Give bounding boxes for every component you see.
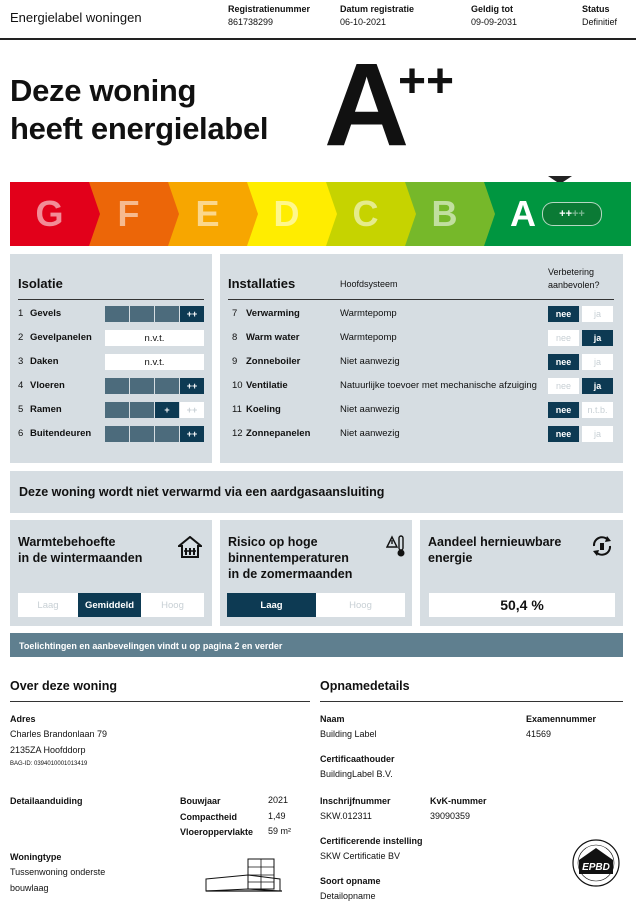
energy-label-scale	[10, 182, 623, 246]
scale-arrow-tip	[484, 182, 495, 246]
isolation-level-cell: +	[155, 402, 179, 418]
row-number: 11	[232, 404, 242, 415]
scale-arrow-tip	[89, 182, 100, 246]
row-number: 10	[232, 380, 243, 391]
advice-yes: ja	[582, 378, 613, 394]
scale-class-d	[247, 182, 326, 246]
installations-advice-header: Verbetering aanbevolen?	[548, 267, 600, 290]
scale-class-letter: G	[35, 193, 64, 234]
installation-row	[232, 428, 310, 439]
inspection-type-label: Soort opname	[320, 876, 381, 886]
isolation-level-bar	[105, 378, 205, 394]
isolation-row	[18, 380, 65, 391]
isolation-row	[18, 428, 91, 439]
scale-arrow-tip	[326, 182, 337, 246]
row-label: Koeling	[246, 404, 281, 415]
compactness-label: Compactheid	[180, 812, 238, 822]
dwelling-type-label: Woningtype	[10, 852, 62, 862]
advice-yes: ja	[582, 306, 613, 322]
advice-no: nee	[548, 306, 579, 322]
advice-no: nee	[548, 330, 579, 346]
isolation-row	[18, 308, 61, 319]
dwelling-type-value: Tussenwoning onderste bouwlaag	[10, 867, 106, 893]
scale-class-g	[10, 182, 89, 246]
scale-class-c	[326, 182, 405, 246]
installations-divider	[228, 299, 614, 300]
compactness-value: 1,49	[268, 811, 286, 821]
document-title: Energielabel woningen	[10, 10, 142, 25]
row-label: Zonneboiler	[246, 356, 301, 367]
epbd-logo-text: EPBD	[582, 862, 610, 873]
isolation-level-cell	[130, 378, 154, 394]
exam-number-value: 41569	[526, 729, 552, 739]
dwelling-divider	[10, 701, 310, 702]
isolation-title: Isolatie	[18, 276, 63, 291]
renewable-share-value: 50,4 %	[429, 593, 615, 617]
scale-class-letter: C	[352, 193, 379, 234]
bag-id: BAG-ID: 0394010001013419	[10, 761, 88, 767]
row-number: 12	[232, 428, 243, 439]
thermometer-warning-icon	[386, 534, 406, 558]
advice-no: nee	[548, 426, 579, 442]
overheating-risk-panel: Risico op hoge binnentemperaturen in de zomermaanden Laag Hoog	[220, 520, 412, 626]
installation-main-system: Warmtepomp	[340, 332, 397, 343]
isolation-divider	[18, 299, 204, 300]
row-number: 2	[18, 332, 24, 343]
header-registration-date: Datum registratie 06-10-2021	[340, 4, 415, 27]
scale-class-e	[168, 182, 247, 246]
isolation-level-cell	[130, 306, 154, 322]
row-number: 6	[18, 428, 24, 439]
installation-row	[232, 380, 288, 391]
registration-number-value: SKW.012311	[320, 811, 372, 821]
installations-title: Installaties	[228, 276, 296, 291]
isolation-row	[18, 332, 92, 343]
plus-remaining: ++	[572, 208, 585, 220]
dwelling-section-title: Over deze woning	[10, 679, 117, 693]
isolation-row	[18, 356, 59, 367]
isolation-row	[18, 404, 62, 415]
advice-no: nee	[548, 354, 579, 370]
installation-row	[232, 404, 281, 415]
heat-demand-scale	[18, 593, 204, 617]
isolation-level-cell	[155, 426, 179, 442]
advice-yes: n.t.b.	[582, 402, 613, 418]
installations-main-system-header: Hoofdsysteem	[340, 279, 398, 289]
epbd-logo	[571, 838, 621, 888]
overheating-risk-scale	[227, 593, 405, 617]
row-number: 4	[18, 380, 24, 391]
scale-class-b	[405, 182, 484, 246]
inspection-type-value: Detailopname	[320, 891, 376, 901]
isolation-level-cell	[105, 306, 129, 322]
isolation-level-cell	[155, 378, 179, 394]
header-valid-until: Geldig tot 09-09-2031	[471, 4, 518, 27]
overheating-risk-low: Laag	[227, 593, 316, 617]
isolation-level-bar	[105, 426, 205, 442]
heat-demand-medium: Gemiddeld	[78, 593, 141, 617]
row-label: Zonnepanelen	[246, 428, 311, 439]
exam-number-label: Examennummer	[526, 714, 597, 724]
scale-class-letter: E	[195, 193, 220, 234]
row-label: Warm water	[246, 332, 300, 343]
inspection-section-title: Opnamedetails	[320, 679, 410, 693]
scale-arrow-tip	[405, 182, 416, 246]
address-value: Charles Brandonlaan 79 2135ZA Hoofddorp	[10, 729, 108, 755]
advice-yes: ja	[582, 330, 613, 346]
isolation-level-bar	[105, 402, 205, 418]
isolation-level-cell	[130, 402, 154, 418]
certificate-holder-label: Certificaathouder	[320, 754, 395, 764]
isolation-not-applicable: n.v.t.	[105, 330, 204, 346]
installation-main-system: Niet aanwezig	[340, 428, 400, 439]
row-label: Buitendeuren	[30, 428, 92, 439]
scale-class-f	[89, 182, 168, 246]
advice-yes: ja	[582, 354, 613, 370]
renewable-share-panel: Aandeel hernieuwbare energie 50,4 %	[420, 520, 623, 626]
overheating-risk-high: Hoog	[316, 593, 405, 617]
inspection-divider	[320, 701, 623, 702]
recommendations-banner: Toelichtingen en aanbevelingen vindt u op pagina 2 en verder	[10, 633, 623, 657]
inspector-name-value: Building Label	[320, 729, 377, 739]
build-year-value: 2021	[268, 795, 289, 805]
installation-main-system: Natuurlijke toevoer met mechanische afzuiging	[340, 380, 537, 391]
plus-achieved: ++	[559, 208, 572, 220]
advice-no: nee	[548, 378, 579, 394]
row-number: 7	[232, 308, 238, 319]
floor-area-label: Vloeroppervlakte	[180, 827, 254, 837]
dwelling-type-icon	[204, 855, 284, 893]
scale-arrow-tip	[247, 182, 258, 246]
advice-no: nee	[548, 402, 579, 418]
scale-class-letter: B	[431, 193, 458, 234]
isolation-level-cell: ++	[180, 378, 204, 394]
row-label: Gevels	[30, 308, 62, 319]
scale-class-letter: F	[117, 193, 140, 234]
renewable-energy-icon	[590, 534, 614, 558]
row-label: Vloeren	[30, 380, 65, 391]
row-number: 8	[232, 332, 238, 343]
isolation-level-cell: ++	[180, 426, 204, 442]
hero-energy-label: A	[324, 39, 406, 171]
certificate-holder-value: BuildingLabel B.V.	[320, 769, 393, 779]
isolation-level-cell	[155, 306, 179, 322]
registration-number-label: Inschrijfnummer	[320, 796, 391, 806]
header-registration-number: Registratienummer 861738299	[228, 4, 311, 27]
isolation-level-cell: ++	[180, 306, 204, 322]
isolation-level-cell	[130, 426, 154, 442]
row-label: Verwarming	[246, 308, 300, 319]
installation-main-system: Warmtepomp	[340, 308, 397, 319]
hero-energy-label-plus: ++	[398, 55, 455, 108]
heat-demand-panel: Warmtebehoefte in de wintermaanden Laag Gemiddeld Hoog	[10, 520, 212, 626]
floor-area-value: 59 m²	[268, 826, 292, 836]
house-heating-icon	[178, 536, 202, 558]
inspector-name-label: Naam	[320, 714, 345, 724]
row-label: Gevelpanelen	[30, 332, 92, 343]
installation-main-system: Niet aanwezig	[340, 356, 400, 367]
isolation-level-cell	[105, 426, 129, 442]
installation-row	[232, 332, 300, 343]
scale-class-letter: D	[273, 193, 300, 234]
certifying-body-label: Certificerende instelling	[320, 836, 423, 846]
isolation-level-bar	[105, 306, 205, 322]
row-label: Ramen	[30, 404, 62, 415]
hero-heading: Deze woning heeft energielabel	[10, 73, 269, 146]
installation-row	[232, 308, 300, 319]
certifying-body-value: SKW Certificatie BV	[320, 851, 401, 861]
kvk-number-label: KvK-nummer	[430, 796, 487, 806]
isolation-level-cell	[105, 378, 129, 394]
isolation-level-cell: ++	[180, 402, 204, 418]
heat-demand-high: Hoog	[141, 593, 204, 617]
kvk-number-value: 39090359	[430, 811, 471, 821]
heat-demand-low: Laag	[18, 593, 78, 617]
header-status: Status Definitief	[582, 4, 618, 27]
scale-arrow-tip	[168, 182, 179, 246]
row-number: 9	[232, 356, 238, 367]
advice-yes: ja	[582, 426, 613, 442]
row-label: Daken	[30, 356, 59, 367]
detail-label: Detailaanduiding	[10, 796, 83, 806]
scale-class-letter: A	[510, 193, 536, 234]
isolation-level-cell	[105, 402, 129, 418]
installation-main-system: Niet aanwezig	[340, 404, 400, 415]
row-number: 1	[18, 308, 24, 319]
scale-class-a	[484, 182, 631, 246]
row-number: 5	[18, 404, 24, 415]
gas-connection-notice: Deze woning wordt niet verwarmd via een aardgasaansluiting	[10, 471, 623, 513]
active-class-plus-indicator	[542, 202, 602, 226]
address-label: Adres	[10, 714, 36, 724]
row-label: Ventilatie	[246, 380, 288, 391]
build-year-label: Bouwjaar	[180, 796, 221, 806]
row-number: 3	[18, 356, 24, 367]
isolation-not-applicable: n.v.t.	[105, 354, 204, 370]
installation-row	[232, 356, 300, 367]
